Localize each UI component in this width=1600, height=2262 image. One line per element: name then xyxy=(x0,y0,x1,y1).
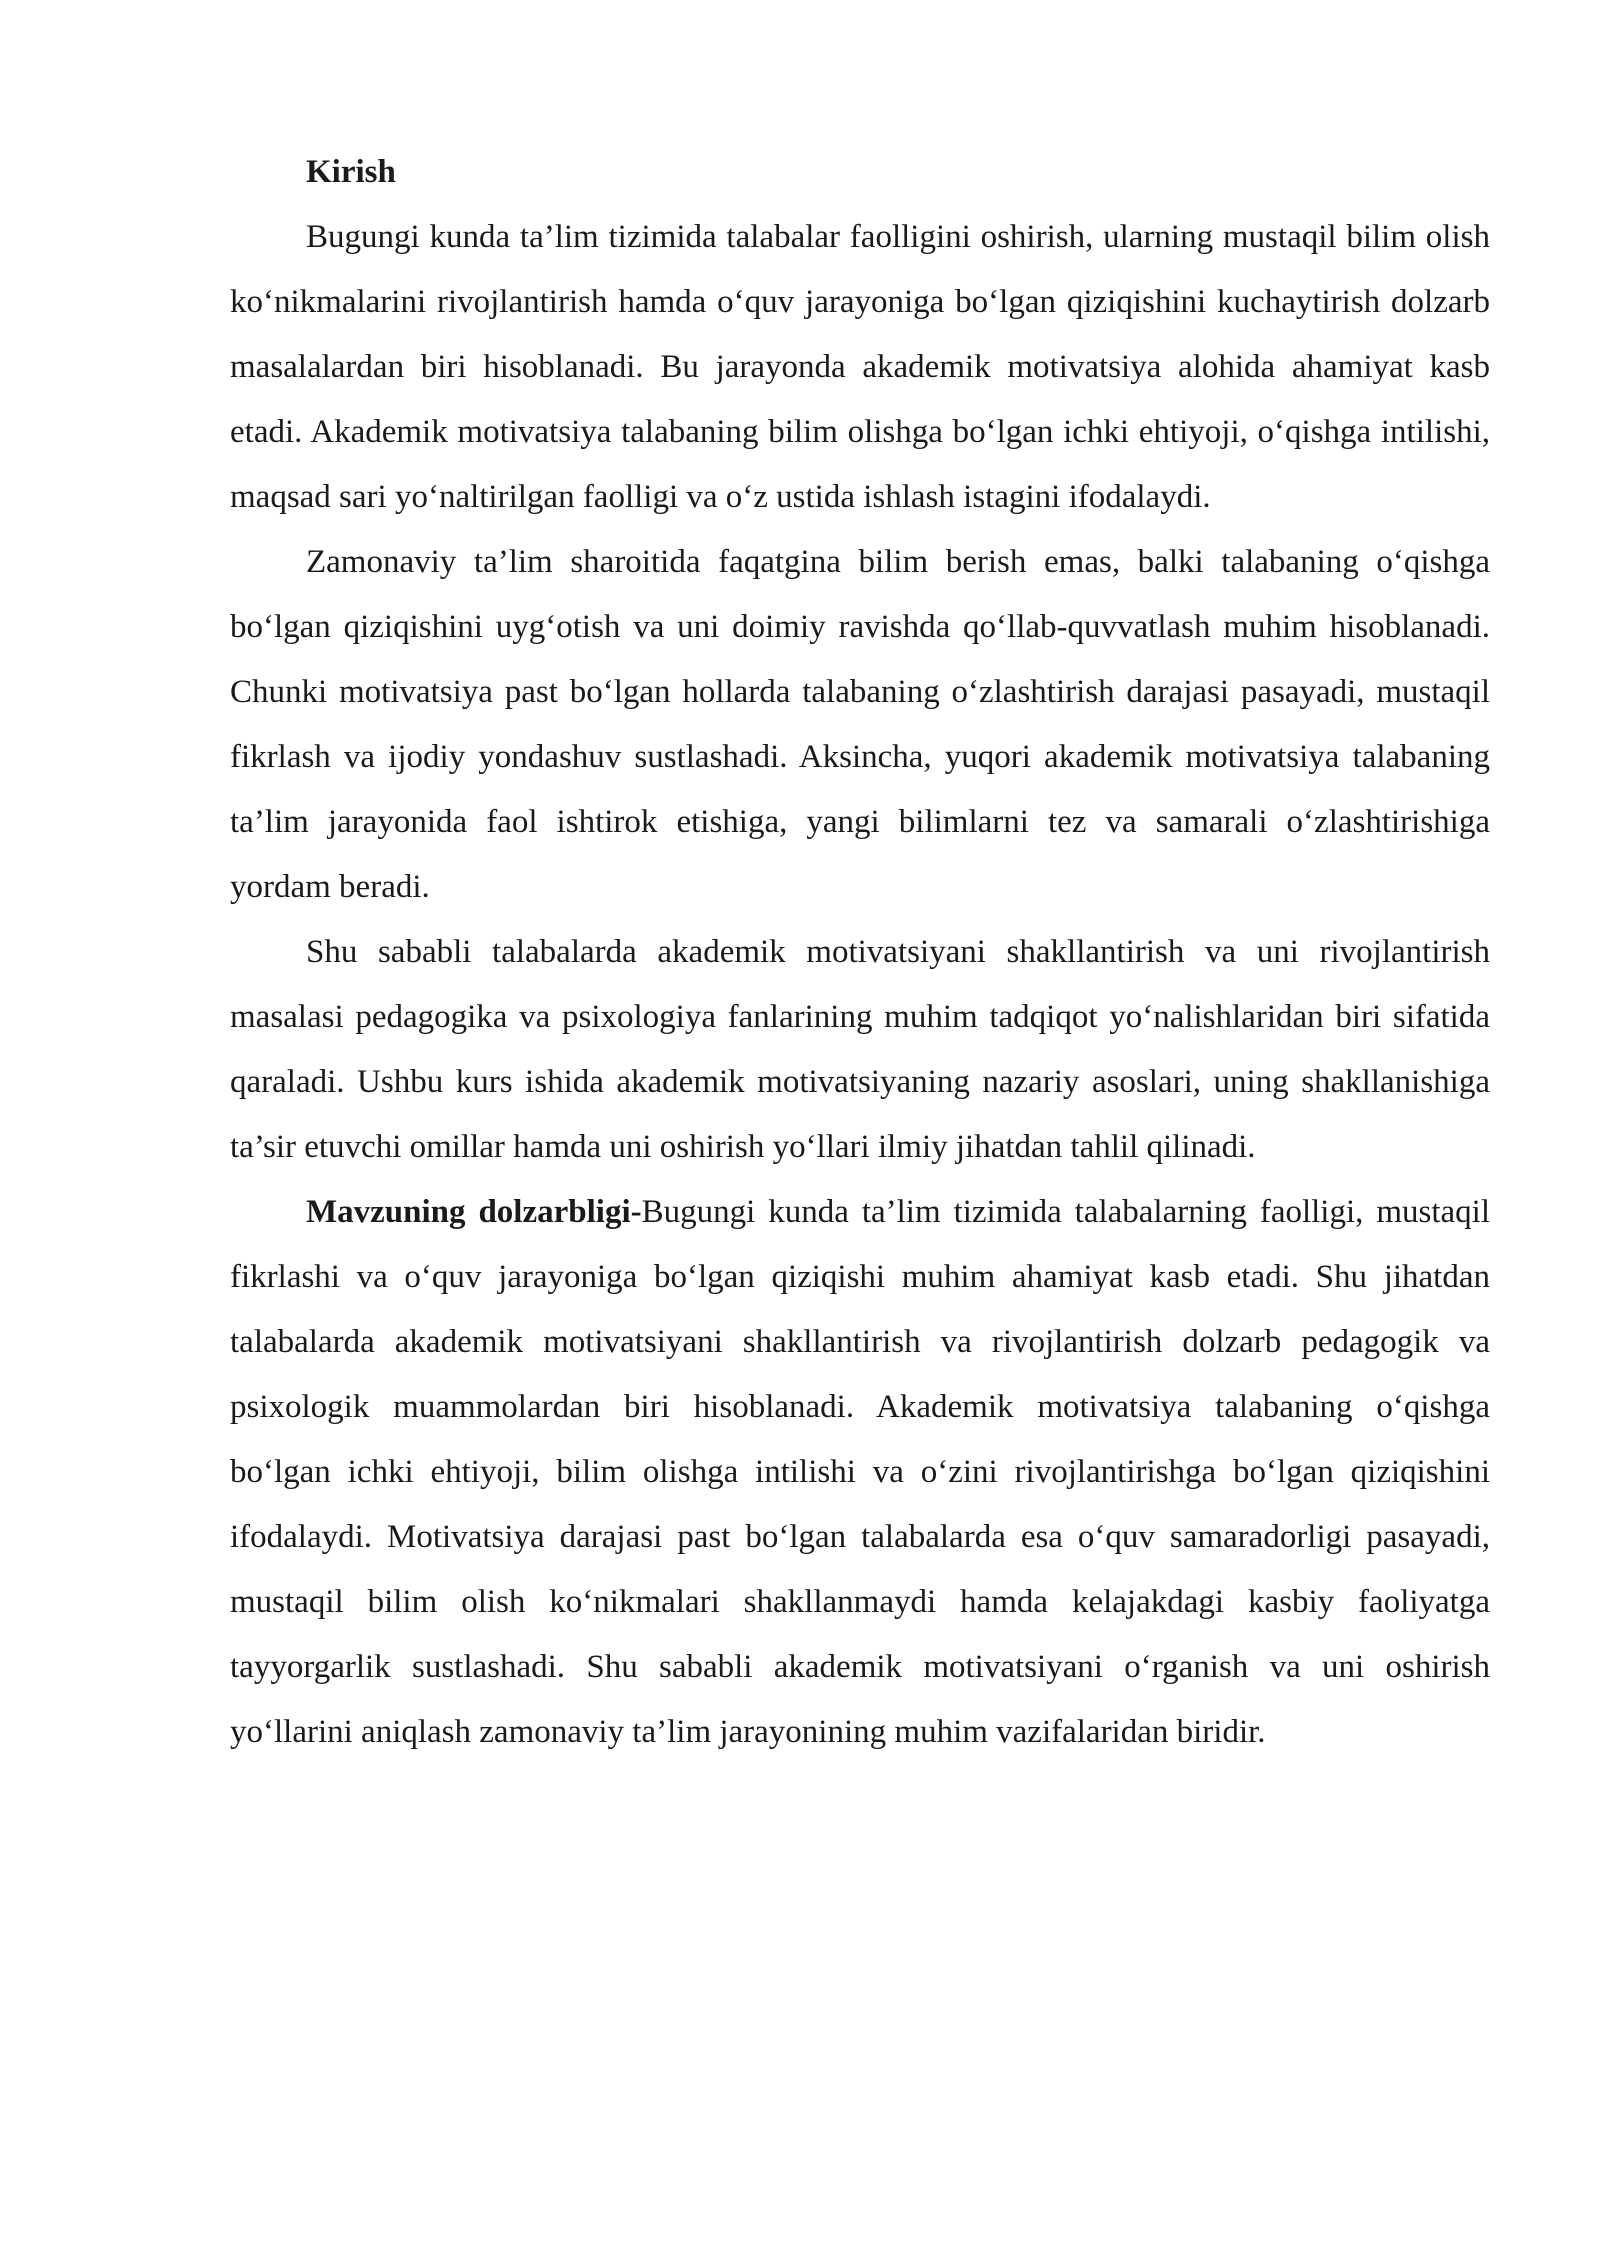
paragraph-intro: Bugungi kunda ta’lim tizimida talabalar faolligini oshirish, ularning mustaqil bilim olish ko‘nikmalarini rivojlantirish hamda o‘quv jarayoniga bo‘lgan qiziqishini kuchaytirish dolzarb masalalardan biri hisoblanadi. Bu jarayonda akademik motivatsiya alohida ahamiyat kasb etadi. Akademik motivatsiya talabaning bilim olishga bo‘lgan ichki ehtiyoji, o‘qishga intilishi, maqsad sari yo‘naltirilgan faolligi va o‘z ustida ishlash istagini ifodalaydi. xyxy=(230,219,1490,515)
relevance-text: Bugungi kunda ta’lim tizimida talabalarning faolligi, mustaqil fikrlashi va o‘quv jarayoniga bo‘lgan qiziqishi muhim ahamiyat kasb etadi. Shu jihatdan talabalarda akademik motivatsiyani shakllantirish va rivojlantirish dolzarb pedagogik va psixologik muammolardan biri hisoblanadi. Akademik motivatsiya talabaning o‘qishga bo‘lgan ichki ehtiyoji, bilim olishga intilishi va o‘zini rivojlantirishga bo‘lgan qiziqishini ifodalaydi. Motivatsiya darajasi past bo‘lgan talabalarda esa o‘quv samaradorligi pasayadi, mustaqil bilim olish ko‘nikmalari shakllanmaydi hamda kelajakdagi kasbiy faoliyatga tayyorgarlik sustlashadi. Shu sababli akademik motivatsiyani o‘rganish va uni oshirish yo‘llarini aniqlash zamonaviy ta’lim jarayonining muhim vazifalaridan biridir. xyxy=(230,1194,1490,1750)
relevance-lead: Mavzuning dolzarbligi- xyxy=(306,1194,642,1230)
paragraph-relevance xyxy=(230,1180,1490,1765)
paragraph-research-focus: Shu sababli talabalarda akademik motivatsiyani shakllantirish va uni rivojlantirish masalasi pedagogika va psixologiya fanlarining muhim tadqiqot yo‘nalishlaridan biri sifatida qaraladi. Ushbu kurs ishida akademik motivatsiyaning nazariy asoslari, uning shakllanishiga ta’sir etuvchi omillar hamda uni oshirish yo‘llari ilmiy jihatdan tahlil qilinadi. xyxy=(230,934,1490,1165)
paragraph-modern-education: Zamonaviy ta’lim sharoitida faqatgina bilim berish emas, balki talabaning o‘qishga bo‘lgan qiziqishini uyg‘otish va uni doimiy ravishda qo‘llab-quvvatlash muhim hisoblanadi. Chunki motivatsiya past bo‘lgan hollarda talabaning o‘zlashtirish darajasi pasayadi, mustaqil fikrlash va ijodiy yondashuv sustlashadi. Aksincha, yuqori akademik motivatsiya talabaning ta’lim jarayonida faol ishtirok etishiga, yangi bilimlarni tez va samarali o‘zlashtirishiga yordam beradi. xyxy=(230,544,1490,905)
document-body xyxy=(230,140,1490,1765)
section-heading: Kirish xyxy=(306,154,396,190)
